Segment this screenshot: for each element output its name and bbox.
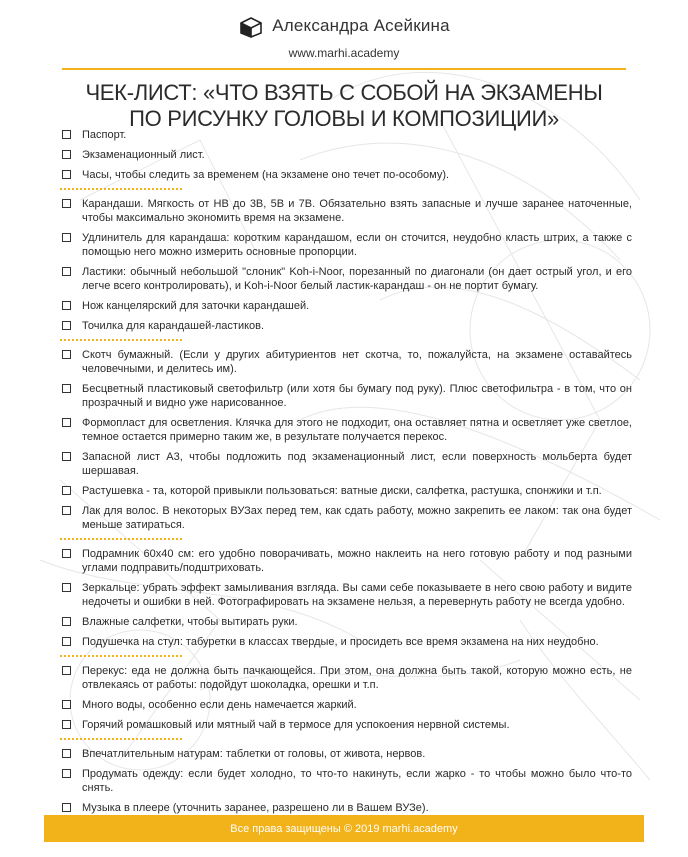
- group-separator: [60, 655, 182, 657]
- group-separator: [60, 738, 182, 740]
- checklist-item: [60, 197, 632, 225]
- checkbox[interactable]: [62, 666, 71, 675]
- checklist-item-text: Бесцветный пластиковый светофильтр (или хотя бы бумагу под руку). Плюс светофильтра - в том, что он прозрачный и видно уже нарисованное.: [82, 383, 632, 409]
- checklist-item-text: Впечатлительным натурам: таблетки от головы, от живота, нервов.: [82, 748, 426, 760]
- checklist-item-text: Удлинитель для карандаша: коротким карандашом, если он сточится, неудобно класть штрих, а также с помощью него можно измерить основные пропорции.: [82, 232, 632, 258]
- checklist-item-text: Перекус: еда не должна быть пачкающейся. При этом, она должна быть такой, которую можно есть, не отвлекаясь от работы: подойдут шоколадка, орешки и т.п.: [82, 665, 632, 691]
- checklist-item-text: Влажные салфетки, чтобы вытирать руки.: [82, 616, 298, 628]
- checkbox[interactable]: [62, 583, 71, 592]
- checkbox[interactable]: [62, 384, 71, 393]
- brand-name: Александра Асейкина: [272, 16, 450, 35]
- checklist-item-text: Ластики: обычный небольшой "слоник" Koh-i-Noor, порезанный по диагонали (он дает острый угол, и его легче всего контролировать), и Koh-i-Noor белый ластик-карандаш - он не портит бумагу.: [82, 266, 632, 292]
- checklist-item-text: Горячий ромашковый или мятный чай в термосе для успокоения нервной системы.: [82, 719, 510, 731]
- checklist-item-text: Лак для волос. В некоторых ВУЗах перед тем, как сдать работу, можно закрепить ее лаком: так она будет меньше затираться.: [82, 505, 632, 531]
- checklist-item: [60, 231, 632, 259]
- checklist-item: [60, 547, 632, 575]
- checklist-item: [60, 148, 632, 162]
- checkbox[interactable]: [62, 150, 71, 159]
- checkbox[interactable]: [62, 418, 71, 427]
- group-separator: [60, 339, 182, 341]
- checkbox[interactable]: [62, 549, 71, 558]
- checklist-item: [60, 299, 632, 313]
- checkbox[interactable]: [62, 769, 71, 778]
- checklist-item: [60, 168, 632, 182]
- header-divider: [62, 68, 626, 70]
- checklist-item-text: Формопласт для осветления. Клячка для этого не подходит, она оставляет пятна и осветляет уже светлое, темное остается примерно таким же, в результате получается перекос.: [82, 417, 632, 443]
- checklist-item-text: Запасной лист А3, чтобы подложить под экзаменационный лист, если поверхность мольберта будет шершавая.: [82, 451, 632, 477]
- checkbox[interactable]: [62, 637, 71, 646]
- checkbox[interactable]: [62, 170, 71, 179]
- checklist-item-text: Точилка для карандашей-ластиков.: [82, 320, 265, 332]
- page-title: [0, 80, 688, 132]
- checklist-item-text: Музыка в плеере (уточнить заранее, разрешено ли в Вашем ВУЗе).: [82, 802, 429, 814]
- copyright-text: Все права защищены © 2019 marhi.academy: [230, 822, 458, 835]
- checklist-item-text: Карандаши. Мягкость от HB до 3B, 5B и 7B. Обязательно взять запасные и лучше заранее наточенные, чтобы максимально экономить время на экзамене.: [82, 198, 632, 224]
- checkbox[interactable]: [62, 267, 71, 276]
- checklist-item: [60, 635, 632, 649]
- checklist-item-text: Продумать одежду: если будет холодно, то что-то накинуть, если жарко - то чтобы можно было что-то снять.: [82, 768, 632, 794]
- site-url[interactable]: www.marhi.academy: [288, 46, 400, 60]
- footer-bar: [44, 815, 644, 842]
- checkbox[interactable]: [62, 130, 71, 139]
- checkbox[interactable]: [62, 506, 71, 515]
- checklist-item: [60, 767, 632, 795]
- checklist-item-text: Растушевка - та, которой привыкли пользоваться: ватные диски, салфетка, растушка, спонжики и т.п.: [82, 485, 602, 497]
- checklist-item-text: Подрамник 60х40 см: его удобно поворачивать, можно наклеить на него готовую работу и под разными углами подправить/подштриховать.: [82, 548, 632, 574]
- checkbox[interactable]: [62, 199, 71, 208]
- checkbox[interactable]: [62, 720, 71, 729]
- checklist-item: [60, 319, 632, 333]
- checkbox[interactable]: [62, 700, 71, 709]
- checklist-item: [60, 747, 632, 761]
- checklist-item-text: Зеркальце: убрать эффект замыливания взгляда. Вы сами себе показываете в него свою работу и видите недочеты и ошибки в ней. Фотографировать на экзамене нельзя, а перевернуть работу не всегда удобно.: [82, 582, 632, 608]
- checklist-item: [60, 265, 632, 293]
- checklist-item: [60, 382, 632, 410]
- checklist-item: [60, 581, 632, 609]
- checklist-item: [60, 416, 632, 444]
- title-line-1: ЧЕК-ЛИСТ: «ЧТО ВЗЯТЬ С СОБОЙ НА ЭКЗАМЕНЫ: [85, 80, 603, 105]
- checkbox[interactable]: [62, 803, 71, 812]
- checkbox[interactable]: [62, 749, 71, 758]
- checklist-item: [60, 801, 632, 815]
- checklist-item: [60, 664, 632, 692]
- checklist-item-text: Подушечка на стул: табуретки в классах твердые, и просидеть все время экзамена на них неудобно.: [82, 636, 599, 648]
- checklist-item: [60, 450, 632, 478]
- checklist-item: [60, 718, 632, 732]
- brand-header: [0, 14, 688, 38]
- checklist: [60, 128, 632, 841]
- checkbox[interactable]: [62, 486, 71, 495]
- group-separator: [60, 188, 182, 190]
- checkbox[interactable]: [62, 452, 71, 461]
- cube-icon: [238, 14, 264, 38]
- checkbox[interactable]: [62, 301, 71, 310]
- checklist-item: [60, 348, 632, 376]
- checklist-item: [60, 484, 632, 498]
- checklist-item: [60, 128, 632, 142]
- checkbox[interactable]: [62, 350, 71, 359]
- checkbox[interactable]: [62, 233, 71, 242]
- checklist-item-text: Экзаменационный лист.: [82, 149, 205, 161]
- title-line-2: ПО РИСУНКУ ГОЛОВЫ И КОМПОЗИЦИИ»: [129, 106, 559, 131]
- checklist-item-text: Паспорт.: [82, 129, 127, 141]
- checkbox[interactable]: [62, 321, 71, 330]
- checklist-item-text: Скотч бумажный. (Если у других абитуриентов нет скотча, то, пожалуйста, на экзамене оставайтесь человечными, и делитесь им).: [82, 349, 632, 375]
- checkbox[interactable]: [62, 617, 71, 626]
- checklist-item: [60, 504, 632, 532]
- checklist-item-text: Часы, чтобы следить за временем (на экзамене оно течет по-особому).: [82, 169, 450, 181]
- checklist-item-text: Нож канцелярский для заточки карандашей.: [82, 300, 310, 312]
- checklist-item-text: Много воды, особенно если день намечается жаркий.: [82, 699, 357, 711]
- checklist-item: [60, 615, 632, 629]
- checklist-item: [60, 698, 632, 712]
- group-separator: [60, 538, 182, 540]
